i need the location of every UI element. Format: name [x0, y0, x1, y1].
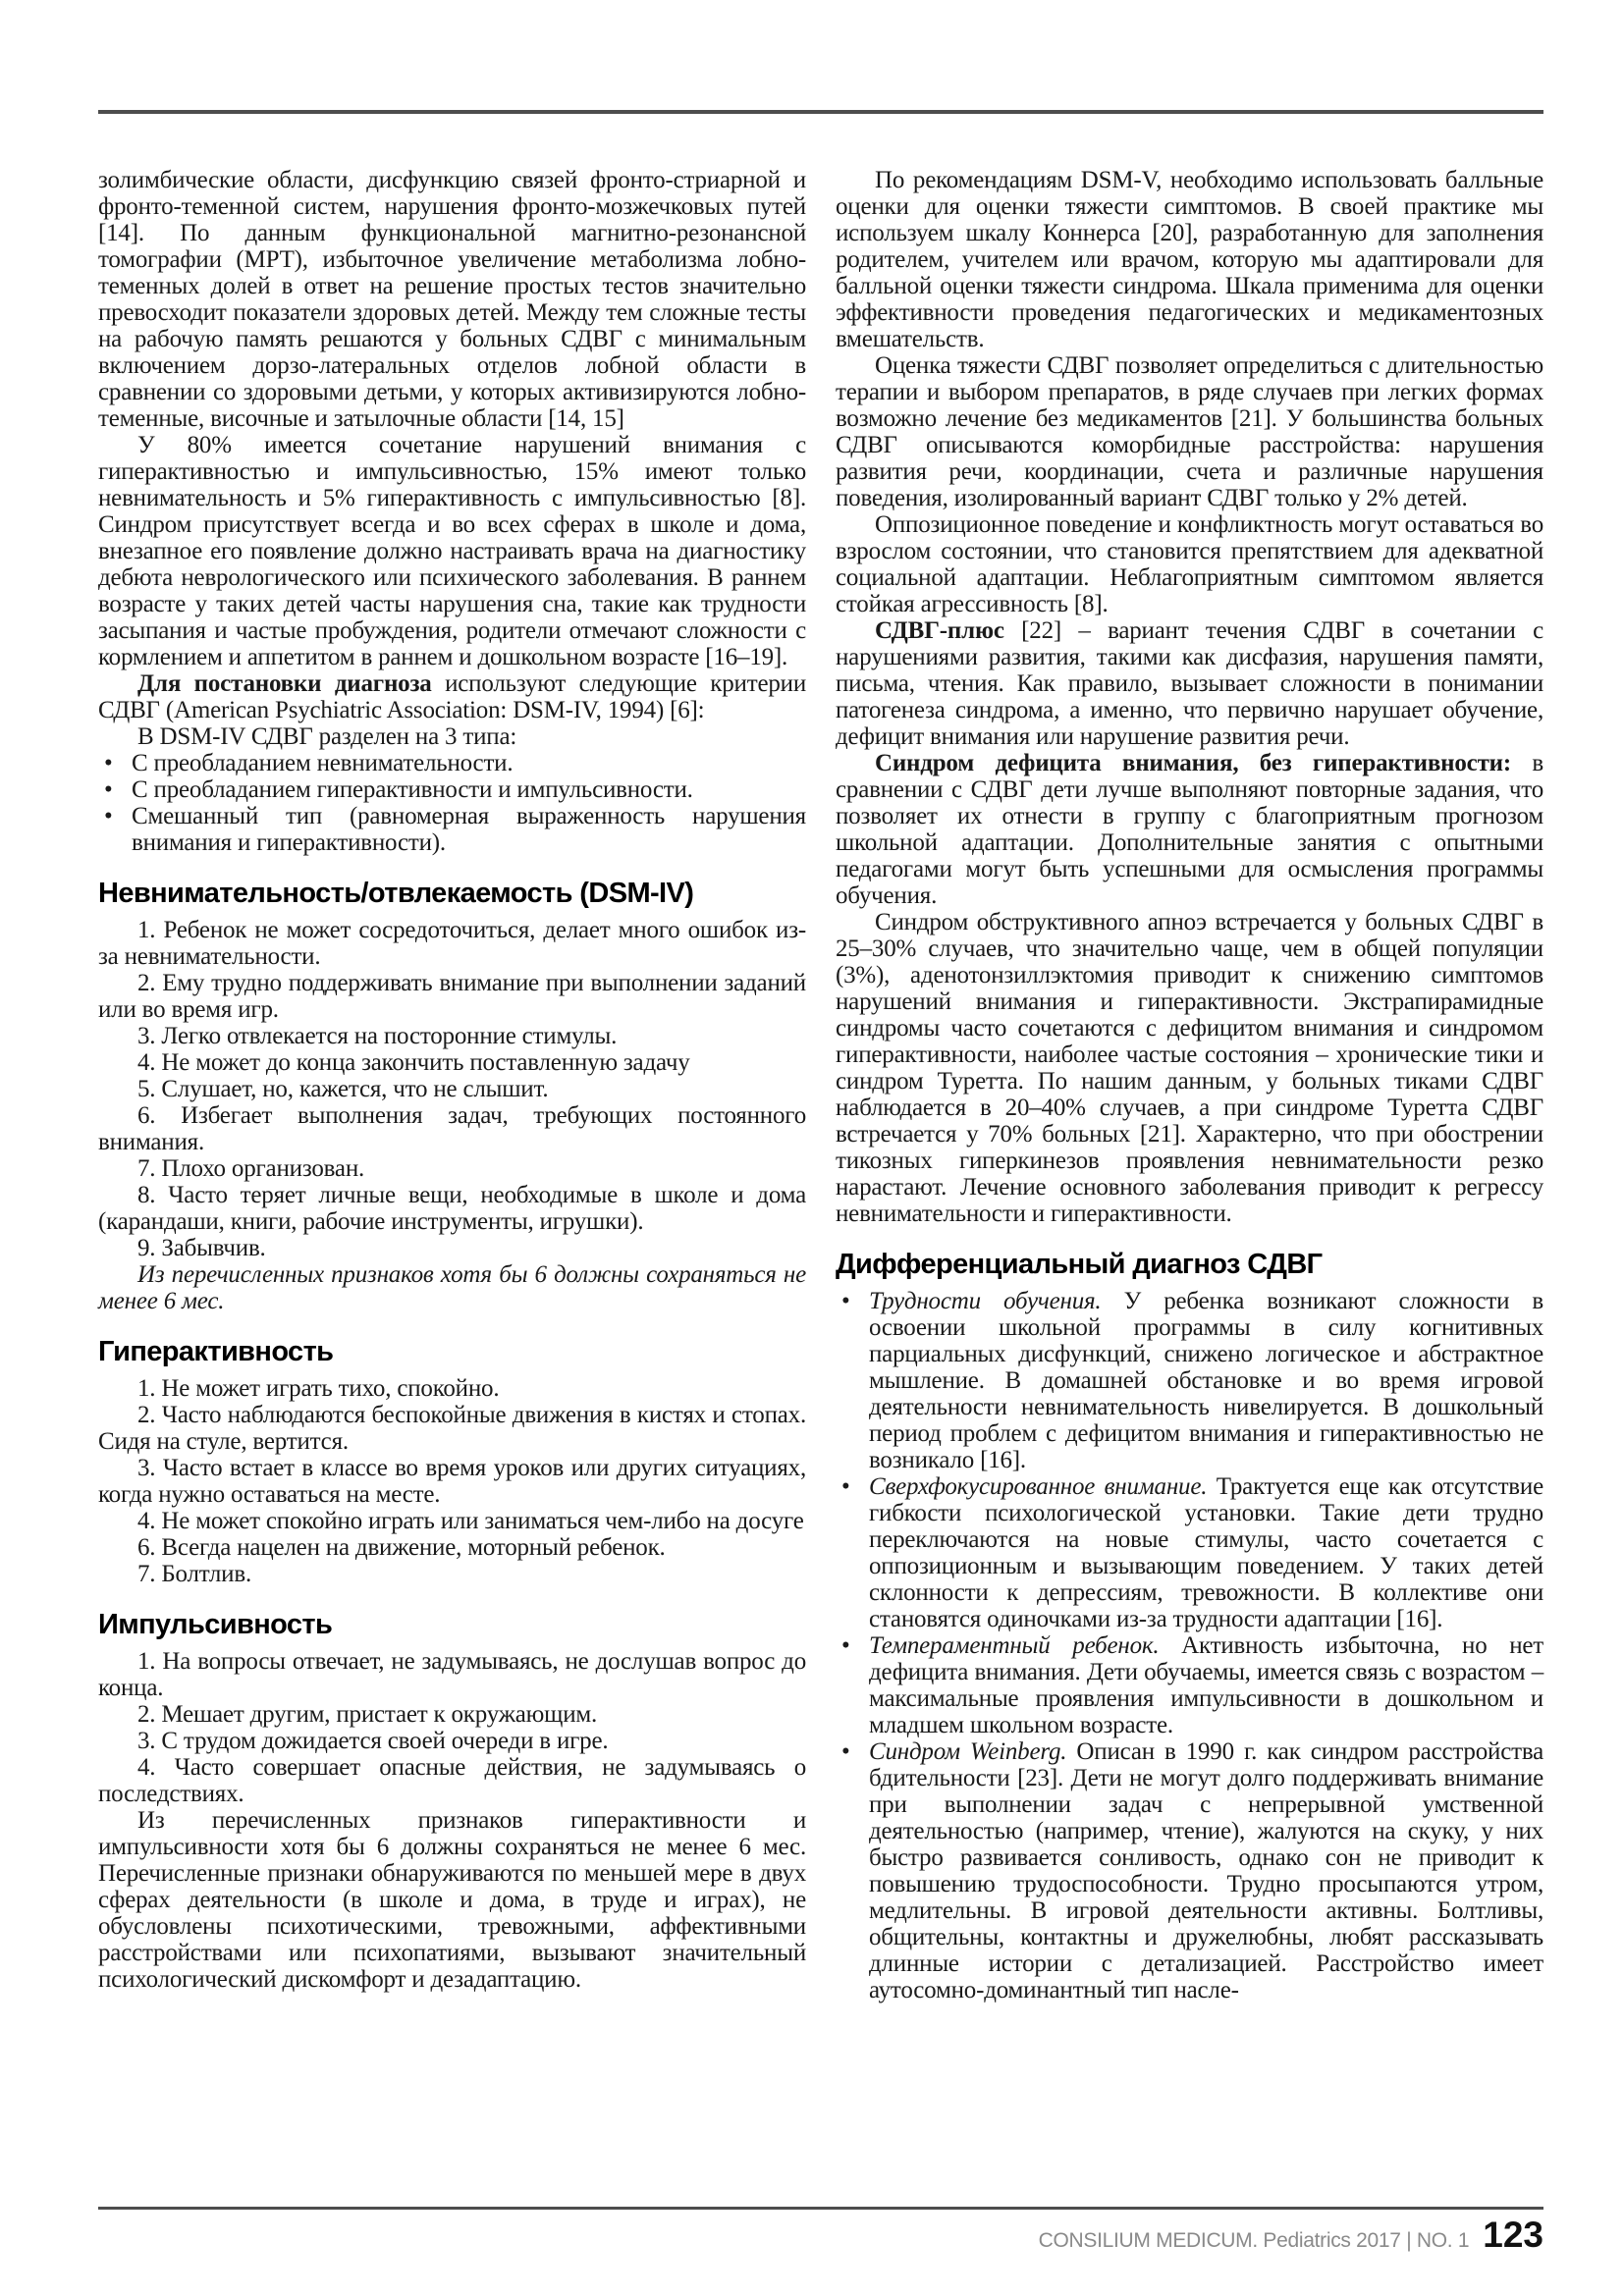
paragraph: [98, 670, 806, 723]
list-item-text: Активность избыточна, но нет дефицита внимания. Дети обучаемы, имеется связь с возрастом – максимальные проявления импульсивности в дошкольном и младшем школьном возрасте.: [869, 1632, 1543, 1738]
numbered-item: 3. С трудом дожидается своей очереди в игре.: [137, 1728, 609, 1754]
list-item: [836, 1738, 1543, 2003]
page-footer: [1039, 2215, 1543, 2256]
section-heading-differential-diagnosis: Дифференциальный диагноз СДВГ: [836, 1249, 1323, 1280]
list-item-text: У ребенка возникают сложности в освоении школьной программы в силу когнитивных парциальных дисфункций, снижено логическое и абстрактное мышление. В домашней обстановке и во время игровой деятельности невнимательность нивелируется. В дошкольный период проблем с дефицитом внимания и гиперактивностью не возникало [16].: [869, 1288, 1543, 1473]
numbered-item: 4. Не может до конца закончить поставленную задачу: [137, 1049, 690, 1076]
paragraph-text: используют следующие критерии СДВГ (American Psychiatric Association: DSM-IV, 1994) [6]:: [98, 670, 806, 723]
numbered-item: 3. Часто встает в классе во время уроков или других ситуациях, когда нужно оставаться на месте.: [98, 1455, 806, 1508]
numbered-item: 7. Болтлив.: [137, 1561, 252, 1587]
two-column-layout: [98, 167, 1543, 2003]
paragraph-text: [22] – вариант течения СДВГ в сочетании с нарушениями развития, такими как дисфазия, нарушения памяти, письма, чтения. Как правило, вызывает сложности в понимании патогенеза синдрома, а именно, что первично нарушает обучение, дефицит внимания или нарушение развития речи.: [836, 617, 1543, 750]
section-heading-inattention: Невнимательность/отвлекаемость (DSM-IV): [98, 878, 694, 909]
numbered-item: 6. Избегает выполнения задач, требующих постоянного внимания.: [98, 1102, 806, 1155]
numbered-item: 8. Часто теряет личные вещи, необходимые в школе и дома (карандаши, книги, рабочие инструменты, игрушки).: [98, 1182, 806, 1235]
italic-lead: Трудности обучения.: [869, 1288, 1102, 1314]
paragraph-text: в сравнении с СДВГ дети лучше выполняют повторные задания, что позволяет их отнести в группу с благоприятным прогнозом школьной адаптации. Дополнительные занятия с опытными педагогами могут быть успешными для осмысления программы обучения.: [836, 750, 1543, 909]
paragraph: Оценка тяжести СДВГ позволяет определиться с длительностью терапии и выбором препаратов, в ряде случаев при легких формах возможно лечение без медикаментов [21]. У большинства больных СДВГ описываются коморбидные расстройства: нарушения развития речи, координации, счета и различные нарушения поведения, изолированный вариант СДВГ только у 2% детей.: [836, 352, 1543, 511]
paragraph: [836, 750, 1543, 909]
numbered-item: 2. Ему трудно поддерживать внимание при выполнении заданий или во время игр.: [98, 970, 806, 1023]
section-heading-hyperactivity: Гиперактивность: [98, 1336, 334, 1367]
numbered-item: 2. Мешает другим, пристает к окружающим.: [137, 1701, 598, 1728]
bottom-divider: [98, 2207, 1543, 2210]
paragraph: Синдром обструктивного апноэ встречается у больных СДВГ в 25–30% случаев, что значительно чаще, чем в общей популяции (3%), аденотонзиллэктомия приводит к снижению симптомов нарушений внимания и гиперактивности. Экстрапирамидные синдромы часто сочетаются с дефицитом внимания и синдромом гиперактивности, наиболее частые состояния – хронические тики и синдром Туретта. По нашим данным, у больных тиками СДВГ наблюдается в 20–40% случаев, а при синдроме Туретта СДВГ встречается у 70% больных [21]. Характерно, что при обострении тикозных гиперкинезов проявления невнимательности резко нарастают. Лечение основного заболевания приводит к регрессу невнимательности и гиперактивности.: [836, 909, 1543, 1227]
journal-name: CONSILIUM MEDICUM. Pediatrics 2017 | NO. 1: [1038, 2229, 1470, 2252]
paragraph: Оппозиционное поведение и конфликтность могут оставаться во взрослом состоянии, что становится препятствием для адекватной социальной адаптации. Неблагоприятным симптомом является стойкая агрессивность [8].: [836, 511, 1543, 617]
left-column: [98, 167, 806, 2003]
numbered-item: 5. Слушает, но, кажется, что не слышит.: [137, 1076, 549, 1102]
top-divider: [98, 110, 1543, 114]
list-item-text: Описан в 1990 г. как синдром расстройства бдительности [23]. Дети не могут долго поддерживать внимание при выполнении задач с непрерывной умственной деятельностью (например, чтение), жалуются на скуку, у них быстро развивается сонливость, однако сон не приводит к повышению трудоспособности. Трудно просыпаются утром, медлительны. В игровой деятельности активны. Болтливы, общительны, контактны и дружелюбны, любят рассказывать длинные истории с детализацией. Расстройство имеет аутосомно-доминантный тип насле-: [869, 1738, 1543, 2003]
section-heading-impulsivity: Импульсивность: [98, 1609, 333, 1640]
numbered-item: 7. Плохо организован.: [137, 1155, 365, 1182]
numbered-item: 4. Не может спокойно играть или заниматься чем-либо на досуге: [137, 1508, 804, 1534]
bold-lead: Синдром дефицита внимания, без гиперактивности:: [875, 750, 1511, 776]
list-item: [836, 1288, 1543, 1473]
paragraph: По рекомендациям DSM-V, необходимо использовать балльные оценки для оценки тяжести симптомов. В своей практике мы используем шкалу Коннерса [20], разработанную для заполнения родителем, учителем или врачом, которую мы адаптировали для балльной оценки тяжести синдрома. Шкала применима для оценки эффективности проведения педагогических и медикаментозных вмешательств.: [836, 167, 1543, 352]
list-item: [836, 1473, 1543, 1632]
italic-lead: Сверхфокусированное внимание.: [869, 1473, 1208, 1500]
numbered-item: 3. Легко отвлекается на посторонние стимулы.: [137, 1023, 618, 1049]
bold-lead: СДВГ-плюс: [875, 617, 1004, 644]
list-item: • С преобладанием невнимательности.: [98, 750, 806, 776]
numbered-item: 9. Забывчив.: [137, 1235, 266, 1261]
criteria-note: Из перечисленных признаков хотя бы 6 должны сохраняться не менее 6 мес.: [98, 1261, 806, 1314]
list-item: [836, 1632, 1543, 1738]
right-column: [836, 167, 1543, 2003]
list-item-text: Трактуется еще как отсутствие гибкости психологической установки. Такие дети трудно переключаются на новые стимулы, часто сочетается с оппозиционным и вызывающим поведением. У таких детей склонности к депрессиям, тревожности. В коллективе они становятся одиночками из-за трудности адаптации [16].: [869, 1473, 1543, 1632]
numbered-item: 4. Часто совершает опасные действия, не задумываясь о последствиях.: [98, 1754, 806, 1807]
bold-lead: Для постановки диагноза: [137, 670, 432, 697]
italic-lead: Темпераментный ребенок.: [869, 1632, 1160, 1659]
italic-lead: Синдром Weinberg.: [869, 1738, 1067, 1765]
numbered-item: 1. На вопросы отвечает, не задумываясь, не дослушав вопрос до конца.: [98, 1648, 806, 1701]
paragraph: Из перечисленных признаков гиперактивности и импульсивности хотя бы 6 должны сохраняться не менее 6 мес. Перечисленные признаки обнаруживаются по меньшей мере в двух сферах деятельности (в школе и дома, в труде и играх), не обусловлены психотическими, тревожными, аффективными расстройствами или психопатиями, вызывают значительный психологический дискомфорт и дезадаптацию.: [98, 1807, 806, 1993]
list-item: • Смешанный тип (равномерная выраженность нарушения внимания и гиперактивности).: [98, 803, 806, 856]
paragraph: В DSM-IV СДВГ разделен на 3 типа:: [137, 723, 517, 750]
paragraph-continuation: золимбические области, дисфункцию связей фронто-стриарной и фронто-теменной систем, нарушения фронто-мозжечковых путей [14]. По данным функциональной магнитно-резонансной томографии (МРТ), избыточное увеличение метаболизма лобно-теменных долей в ответ на решение простых тестов значительно превосходит показатели здоровых детей. Между тем сложные тесты на рабочую память решаются у больных СДВГ с минимальным включением дорзо-латеральных отделов лобной области в сравнении со здоровыми детьми, у которых активизируются лобно-теменные, височные и затылочные области [14, 15]: [98, 167, 806, 432]
numbered-item: 2. Часто наблюдаются беспокойные движения в кистях и стопах. Сидя на стуле, вертится.: [98, 1402, 806, 1455]
numbered-item: 1. Не может играть тихо, спокойно.: [137, 1375, 500, 1402]
numbered-item: 6. Всегда нацелен на движение, моторный ребенок.: [137, 1534, 666, 1561]
page-number: 123: [1483, 2215, 1543, 2255]
list-item: • С преобладанием гиперактивности и импульсивности.: [98, 776, 806, 803]
paragraph: [836, 617, 1543, 750]
paragraph: У 80% имеется сочетание нарушений внимания с гиперактивностью и импульсивностью, 15% имеют только невнимательность и 5% гиперактивность с импульсивностью [8]. Синдром присутствует всегда и во всех сферах в школе и дома, внезапное его появление должно настраивать врача на диагностику дебюта неврологического или психического заболевания. В раннем возрасте у таких детей часты нарушения сна, такие как трудности засыпания и частые пробуждения, родители отмечают сложности с кормлением и аппетитом в раннем и дошкольном возрасте [16–19].: [98, 432, 806, 670]
numbered-item: 1. Ребенок не может сосредоточиться, делает много ошибок из-за невнимательности.: [98, 917, 806, 970]
